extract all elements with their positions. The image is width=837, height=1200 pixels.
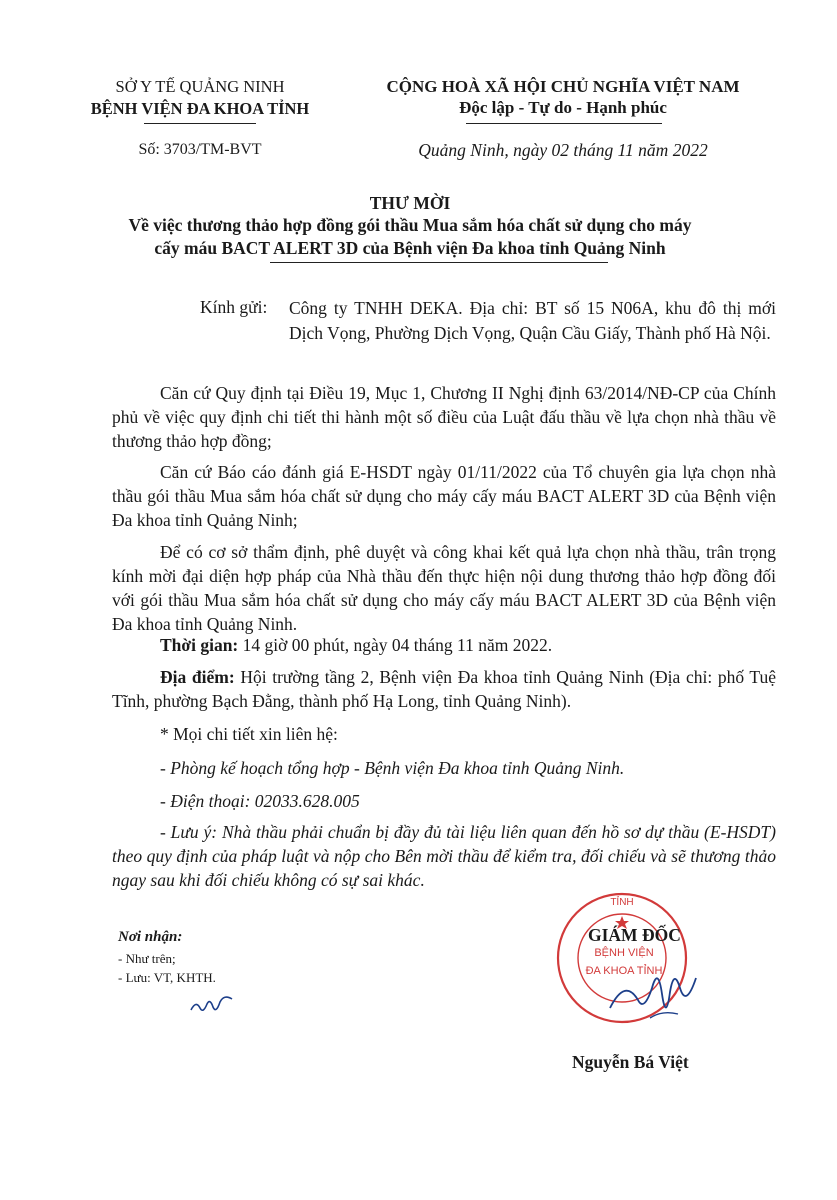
seal-line1: BỆNH VIỆN — [594, 947, 654, 959]
submission-note: - Lưu ý: Nhà thầu phải chuẩn bị đầy đủ tài liệu liên quan đến hồ sơ dự thầu (E-HSDT) theo quy định của pháp luật và nộp cho Bên mời thầu để kiểm tra, đối chiếu và sẽ thương thảo ngay sau khi đối chiếu không có sự sai khác. — [112, 822, 776, 890]
agency-name: SỞ Y TẾ QUẢNG NINH — [115, 77, 285, 96]
meeting-time — [160, 633, 776, 657]
paragraph-evaluation-report: Căn cứ Báo cáo đánh giá E-HSDT ngày 01/11/2022 của Tổ chuyên gia lựa chọn nhà thầu gói thầu Mua sắm hóa chất sử dụng cho máy cấy máu BACT ALERT 3D của Bệnh viện Đa khoa tỉnh Quảng Ninh; — [112, 462, 776, 530]
subject-underline — [270, 262, 608, 263]
time-label: Thời gian: — [160, 635, 239, 655]
contact-intro: * Mọi chi tiết xin liên hệ: — [160, 724, 338, 744]
contact-department: - Phòng kế hoạch tổng hợp - Bệnh viện Đa khoa tỉnh Quảng Ninh. — [160, 758, 625, 778]
recipients-title: Nơi nhận: — [118, 929, 183, 945]
initials-mark — [188, 990, 238, 1018]
seal-top-text: TỈNH — [610, 897, 634, 908]
seal-line2: ĐA KHOA TỈNH — [585, 965, 663, 977]
letter-title: THƯ MỜI — [369, 193, 451, 213]
place-label: Địa điểm: — [160, 667, 235, 687]
signer-name: Nguyễn Bá Việt — [572, 1052, 689, 1072]
recipients-list — [118, 949, 216, 987]
place-value: Hội trường tầng 2, Bệnh viện Đa khoa tỉnh Quảng Ninh (Địa chỉ: phố Tuệ Tĩnh, phường Bạch Đằng, thành phố Hạ Long, tỉnh Quảng Ninh). — [112, 667, 777, 711]
place-and-date: Quảng Ninh, ngày 02 tháng 11 năm 2022 — [418, 140, 708, 160]
time-value: 14 giờ 00 phút, ngày 04 tháng 11 năm 2022. — [242, 635, 553, 655]
header-left-underline — [144, 123, 256, 124]
recipients-item: - Như trên; — [118, 951, 176, 966]
national-title: CỘNG HOÀ XÃ HỘI CHỦ NGHĨA VIỆT NAM — [386, 77, 740, 96]
contact-phone: - Điện thoại: 02033.628.005 — [160, 791, 360, 811]
hospital-name: BỆNH VIỆN ĐA KHOA TỈNH — [90, 99, 310, 118]
recipient-text: Công ty TNHH DEKA. Địa chỉ: BT số 15 N06A, khu đô thị mới Dịch Vọng, Phường Dịch Vọng, Quận Cầu Giấy, Thành phố Hà Nội. — [289, 298, 776, 343]
national-motto: Độc lập - Tự do - Hạnh phúc — [459, 98, 667, 117]
recipient-label: Kính gửi: — [200, 297, 268, 317]
document-number: Số: 3703/TM-BVT — [138, 141, 262, 158]
letter-subject-line1: Về việc thương thảo hợp đồng gói thầu Mua sắm hóa chất sử dụng cho máy — [128, 215, 692, 235]
handwritten-signature — [600, 948, 710, 1038]
letter-subject-line2: cấy máu BACT ALERT 3D của Bệnh viện Đa khoa tỉnh Quảng Ninh — [154, 238, 666, 258]
recipients-item: - Lưu: VT, KHTH. — [118, 970, 216, 985]
paragraph-legal-basis: Căn cứ Quy định tại Điều 19, Mục 1, Chương II Nghị định 63/2014/NĐ-CP của Chính phủ về việc quy định chi tiết thi hành một số điều của Luật đấu thầu về lựa chọn nhà thầu về thương thảo hợp đồng; — [112, 383, 776, 451]
header-right-underline — [466, 123, 662, 124]
meeting-place — [112, 665, 776, 713]
signature-role: GIÁM ĐỐC — [588, 925, 681, 945]
paragraph-invitation: Để có cơ sở thẩm định, phê duyệt và công khai kết quả lựa chọn nhà thầu, trân trọng kính mời đại diện hợp pháp của Nhà thầu đến thực hiện nội dung thương thảo hợp đồng đối với gói thầu Mua sắm hóa chất sử dụng cho máy cấy máu BACT ALERT 3D của Bệnh viện Đa khoa tỉnh Quảng Ninh. — [112, 542, 776, 634]
